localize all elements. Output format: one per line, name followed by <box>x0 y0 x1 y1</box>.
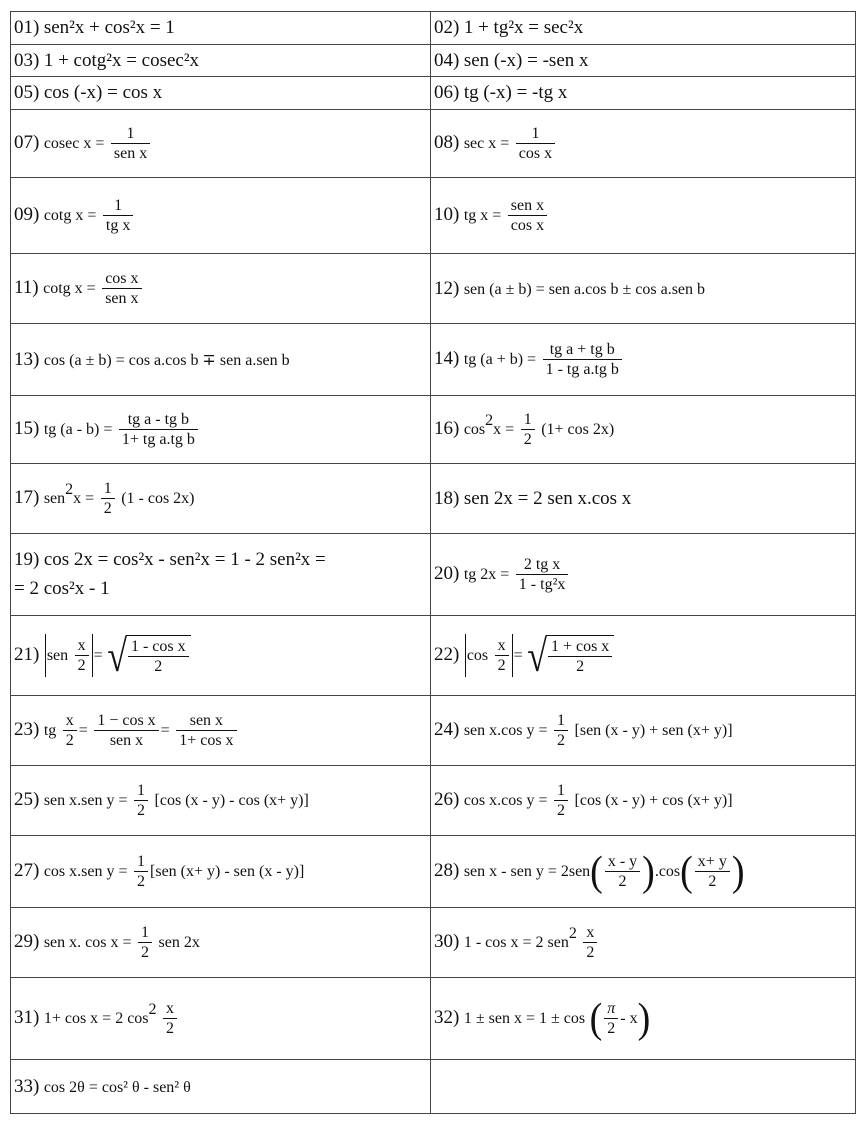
denominator: 2 <box>586 944 595 961</box>
fraction <box>583 923 597 962</box>
formula-cell-21 <box>11 616 431 696</box>
denominator: tg x <box>105 217 131 234</box>
function-name: tg <box>43 721 57 739</box>
formula-number: 12) <box>434 277 460 299</box>
formula-number: 33) <box>14 1075 40 1097</box>
fraction <box>128 637 189 676</box>
table-row <box>11 178 856 254</box>
radical-sign: √ <box>527 630 547 681</box>
table-row <box>11 254 856 324</box>
denominator: 2 <box>77 657 86 674</box>
exponent: 2 <box>485 411 494 429</box>
fraction <box>604 999 618 1038</box>
formula-cell-11 <box>11 254 431 324</box>
denominator: 2 <box>708 873 717 890</box>
radicand <box>546 635 614 676</box>
fraction <box>119 410 198 449</box>
formula-lhs: tg 2x = <box>463 565 510 583</box>
paren-close: ) <box>637 995 651 1042</box>
paren-close: ) <box>642 848 655 895</box>
formula-tail: [sen (x+ y) - sen (x - y)] <box>150 862 305 880</box>
formula-text: cos (-x) = cos x <box>43 82 163 103</box>
empty-cell <box>431 1060 856 1114</box>
numerator: x <box>495 636 509 656</box>
numerator: sen x <box>508 196 547 216</box>
table-row <box>11 12 856 45</box>
formula-number: 09) <box>14 203 40 225</box>
formula-number: 19) <box>14 549 40 570</box>
numerator: sen x <box>176 711 236 731</box>
numerator: x <box>63 711 77 731</box>
formula-number: 01) <box>14 17 40 38</box>
fraction <box>605 852 640 891</box>
numerator: tg a - tg b <box>119 410 198 430</box>
fraction <box>63 711 77 750</box>
formula-lhs: x = <box>493 420 515 438</box>
denominator: 2 <box>154 658 163 675</box>
denominator: 1+ tg a.tg b <box>121 431 195 448</box>
radical-sign: √ <box>107 630 127 681</box>
fraction <box>176 711 236 750</box>
formula-number: 32) <box>434 1006 460 1028</box>
fraction <box>521 410 535 449</box>
formula-number: 04) <box>434 49 460 71</box>
radicand <box>126 635 191 676</box>
paren-open: ( <box>589 995 603 1042</box>
fraction <box>548 637 612 676</box>
numerator: 1 - cos x <box>128 637 189 657</box>
absolute-value <box>465 634 513 677</box>
denominator: 2 <box>523 431 532 448</box>
table-row <box>11 534 856 616</box>
formula-number: 05) <box>14 82 40 103</box>
paren-close: ) <box>731 848 745 895</box>
formula-cell-29 <box>11 908 431 978</box>
formula-number: 14) <box>434 347 460 369</box>
table-row <box>11 324 856 396</box>
fraction <box>103 196 133 235</box>
numerator: 1 <box>521 410 535 430</box>
table-row <box>11 908 856 978</box>
formula-lhs: cotg x = <box>43 279 96 297</box>
formula-cell-33 <box>11 1060 431 1114</box>
fraction <box>134 781 148 820</box>
denominator: 2 <box>576 658 585 675</box>
numerator: 1 <box>554 781 568 801</box>
formula-cell-19 <box>11 534 431 616</box>
equals-sign: = <box>160 721 170 739</box>
formula-number: 28) <box>434 859 460 881</box>
fraction <box>94 711 158 750</box>
numerator: 1 <box>101 479 115 499</box>
formula-text: sen (-x) = -sen x <box>463 49 589 71</box>
exponent: 2 <box>568 924 577 942</box>
formula-cell-25 <box>11 766 431 836</box>
square-root <box>527 630 614 681</box>
table-row <box>11 696 856 766</box>
formula-cell-03 <box>11 45 431 77</box>
formula-cell-16 <box>431 396 856 464</box>
formula-number: 29) <box>14 930 40 952</box>
formula-lhs: sen x.cos y = <box>463 721 548 739</box>
equals-sign: = <box>93 646 103 664</box>
formula-lhs: sen x. cos x = <box>43 933 132 951</box>
formula-cell-30 <box>431 908 856 978</box>
fraction <box>516 555 569 594</box>
formula-number: 02) <box>434 17 460 38</box>
formula-number: 03) <box>14 49 40 71</box>
table-row <box>11 1060 856 1114</box>
formula-number: 20) <box>434 562 460 584</box>
formula-cell-07 <box>11 110 431 178</box>
fraction <box>163 999 177 1038</box>
formula-lhs: cos <box>463 420 486 438</box>
formula-number: 13) <box>14 348 40 370</box>
denominator: cos x <box>510 217 545 234</box>
numerator: 1 <box>554 711 568 731</box>
formula-cell-02 <box>431 12 856 45</box>
formula-text: sen 2x = 2 sen x.cos x <box>463 487 632 509</box>
formula-text: cos (a ± b) = cos a.cos b ∓ sen a.sen b <box>43 351 290 369</box>
formula-cell-32 <box>431 978 856 1060</box>
formula-number: 07) <box>14 131 40 153</box>
denominator: 2 <box>141 944 150 961</box>
fraction <box>543 340 622 379</box>
denominator: 2 <box>557 732 566 749</box>
denominator: 1+ cos x <box>179 732 234 749</box>
formula-number: 25) <box>14 788 40 810</box>
formula-number: 21) <box>14 643 40 665</box>
denominator: 2 <box>497 657 506 674</box>
formula-text: cos 2θ = cos² θ - sen² θ <box>43 1078 191 1096</box>
formula-number: 18) <box>434 487 460 509</box>
numerator: 1 + cos x <box>548 637 612 657</box>
numerator: x <box>163 999 177 1019</box>
formula-number: 23) <box>14 718 40 740</box>
formula-number: 26) <box>434 788 460 810</box>
formula-lhs: 1 ± sen x = 1 ± cos <box>463 1009 586 1027</box>
fraction <box>75 636 89 675</box>
equals-sign: = <box>513 646 523 664</box>
formula-text: tg (-x) = -tg x <box>463 82 568 103</box>
paren-open: ( <box>680 848 693 895</box>
formula-text: = 2 cos²x - 1 <box>14 577 110 599</box>
table-row <box>11 110 856 178</box>
denominator: sen x <box>109 732 144 749</box>
denominator: 1 - tg²x <box>518 576 566 593</box>
formula-lhs: cos x.sen y = <box>43 862 128 880</box>
paren-open: ( <box>590 848 603 895</box>
formula-cell-23 <box>11 696 431 766</box>
formula-number: 30) <box>434 930 460 952</box>
formula-cell-24 <box>431 696 856 766</box>
exponent: 2 <box>148 1000 157 1018</box>
numerator: 2 tg x <box>516 555 569 575</box>
exponent: 2 <box>65 480 74 498</box>
formula-tail: [sen (x - y) + sen (x+ y)] <box>574 721 733 739</box>
formula-tail: [cos (x - y) - cos (x+ y)] <box>154 791 309 809</box>
formula-cell-18 <box>431 464 856 534</box>
formula-cell-27 <box>11 836 431 908</box>
formula-tail: - x <box>620 1009 638 1027</box>
table-row <box>11 766 856 836</box>
denominator: sen x <box>105 290 139 307</box>
formula-text: sen (a ± b) = sen a.cos b ± cos a.sen b <box>463 280 706 298</box>
formula-number: 24) <box>434 718 460 740</box>
equals-sign: = <box>78 721 88 739</box>
formula-mid: .cos <box>654 862 681 880</box>
table-row <box>11 836 856 908</box>
formula-lhs: cosec x = <box>43 134 105 152</box>
numerator: x <box>75 636 89 656</box>
formula-lhs: sen x.sen y = <box>43 791 128 809</box>
formula-tail: [cos (x - y) + cos (x+ y)] <box>574 791 733 809</box>
formula-text: 1 + cotg²x = cosec²x <box>43 49 200 71</box>
denominator: 2 <box>137 802 146 819</box>
table-row <box>11 77 856 110</box>
numerator: cos x <box>102 269 141 289</box>
absolute-value <box>45 634 93 677</box>
formula-lhs: x = <box>73 489 95 507</box>
formula-tail: sen 2x <box>158 933 200 951</box>
formula-cell-28 <box>431 836 856 908</box>
table-row <box>11 45 856 77</box>
numerator: x+ y <box>695 852 730 872</box>
table-row <box>11 978 856 1060</box>
formula-cell-15 <box>11 396 431 464</box>
formula-number: 31) <box>14 1006 40 1028</box>
square-root <box>107 630 190 681</box>
formula-lhs: sec x = <box>463 134 510 152</box>
numerator: 1 <box>138 923 152 943</box>
formula-lhs: sen x - sen y = 2sen <box>463 862 591 880</box>
formula-number: 17) <box>14 486 40 508</box>
fraction <box>516 124 555 163</box>
fraction <box>111 124 150 163</box>
formula-number: 10) <box>434 203 460 225</box>
numerator: 1 <box>134 781 148 801</box>
fraction <box>508 196 547 235</box>
formula-number: 27) <box>14 859 40 881</box>
table-row <box>11 616 856 696</box>
denominator: 2 <box>166 1020 175 1037</box>
formula-cell-06 <box>431 77 856 110</box>
formula-lhs: tg x = <box>463 206 502 224</box>
denominator: 2 <box>65 732 74 749</box>
formula-cell-17 <box>11 464 431 534</box>
denominator: 2 <box>607 1020 616 1037</box>
numerator: π <box>604 999 618 1019</box>
formula-text: cos 2x = cos²x - sen²x = 1 - 2 sen²x = <box>43 549 326 570</box>
formula-number: 08) <box>434 131 460 153</box>
formula-lhs: 1 - cos x = 2 sen <box>463 933 569 951</box>
formula-text: sen²x + cos²x = 1 <box>43 17 175 38</box>
formula-lhs: tg (a + b) = <box>463 350 537 368</box>
fraction <box>554 781 568 820</box>
formula-number: 15) <box>14 417 40 439</box>
numerator: 1 <box>516 124 555 144</box>
formula-number: 22) <box>434 643 460 665</box>
denominator: 2 <box>103 500 112 517</box>
function-name: cos <box>466 646 489 664</box>
formula-lhs: sen <box>43 489 66 507</box>
table-row <box>11 464 856 534</box>
formula-cell-09 <box>11 178 431 254</box>
formula-number: 16) <box>434 417 460 439</box>
fraction <box>695 852 730 891</box>
denominator: 2 <box>137 873 146 890</box>
fraction <box>134 852 148 891</box>
numerator: x <box>583 923 597 943</box>
trig-identities-table <box>10 11 856 1114</box>
function-name: sen <box>46 646 69 664</box>
formula-tail: (1 - cos 2x) <box>121 489 195 507</box>
formula-cell-20 <box>431 534 856 616</box>
denominator: sen x <box>113 145 148 162</box>
formula-text: 1 + tg²x = sec²x <box>463 17 584 38</box>
denominator: 2 <box>618 873 627 890</box>
numerator: x - y <box>605 852 640 872</box>
formula-lhs: cotg x = <box>43 206 97 224</box>
numerator: 1 <box>103 196 133 216</box>
numerator: 1 − cos x <box>94 711 158 731</box>
formula-lhs: tg (a - b) = <box>43 420 113 438</box>
formula-cell-10 <box>431 178 856 254</box>
formula-cell-13 <box>11 324 431 396</box>
formula-cell-12 <box>431 254 856 324</box>
formula-lhs: cos x.cos y = <box>463 791 548 809</box>
formula-number: 11) <box>14 276 39 298</box>
formula-cell-04 <box>431 45 856 77</box>
fraction <box>102 269 141 308</box>
table-row <box>11 396 856 464</box>
denominator: 2 <box>557 802 566 819</box>
formula-cell-01 <box>11 12 431 45</box>
fraction <box>138 923 152 962</box>
formula-cell-31 <box>11 978 431 1060</box>
fraction <box>554 711 568 750</box>
formula-number: 06) <box>434 82 460 103</box>
denominator: cos x <box>518 145 553 162</box>
formula-cell-26 <box>431 766 856 836</box>
formula-cell-05 <box>11 77 431 110</box>
fraction <box>495 636 509 675</box>
formula-tail: (1+ cos 2x) <box>541 420 615 438</box>
denominator: 1 - tg a.tg b <box>545 361 619 378</box>
formula-lhs: 1+ cos x = 2 cos <box>43 1009 149 1027</box>
fraction <box>101 479 115 518</box>
formula-cell-14 <box>431 324 856 396</box>
numerator: tg a + tg b <box>543 340 622 360</box>
formula-cell-22 <box>431 616 856 696</box>
formula-cell-08 <box>431 110 856 178</box>
numerator: 1 <box>111 124 150 144</box>
numerator: 1 <box>134 852 148 872</box>
